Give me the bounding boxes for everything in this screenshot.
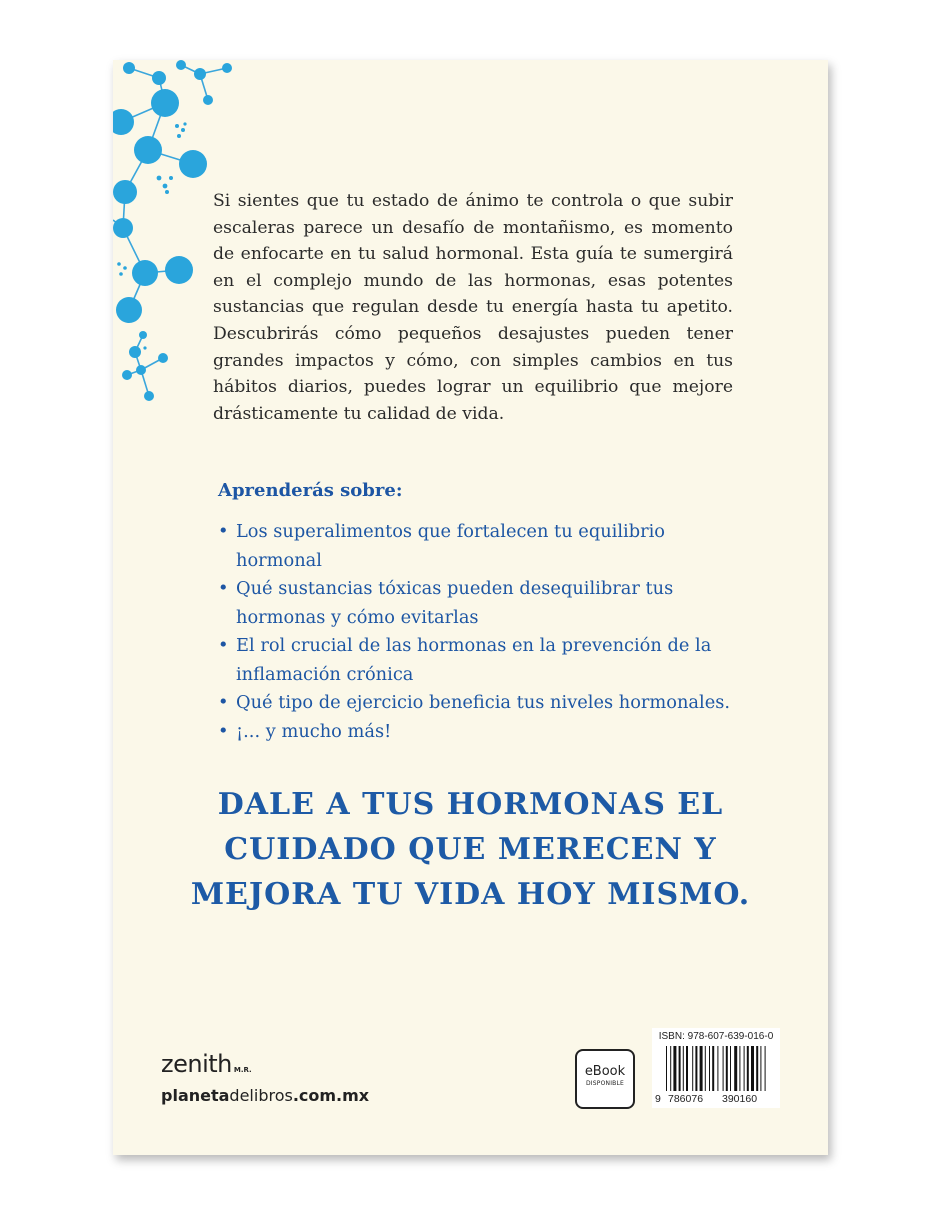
barcode-bar	[700, 1046, 703, 1091]
site-part: .com.mx	[292, 1086, 370, 1105]
barcode-bar	[670, 1046, 671, 1091]
barcode-bar	[686, 1046, 688, 1091]
synopsis-text: Si sientes que tu estado de ánimo te controla o que subir escaleras parece un desafío de montañismo, es momento de enfocarte en tu salud hormonal. Esta guía te sumergirá en el complejo mundo de las hormonas, esas potentes sustancias que regulan desde tu energía hasta tu apetito. Descubrirás cómo pequeños desajustes pueden tener grandes impactos y cómo, con simples cambios en tus hábitos diarios, puedes lograr un equilibrio que mejore drásticamente tu calidad de vida.	[213, 191, 733, 424]
site-part: delibros	[229, 1086, 293, 1105]
barcode-bar	[709, 1046, 710, 1091]
barcode-bar	[723, 1046, 724, 1091]
ebook-sublabel: DISPONIBLE	[585, 1080, 625, 1087]
cta-line: MEJORA TU VIDA HOY MISMO.	[190, 877, 751, 912]
barcode-bar	[734, 1046, 737, 1091]
barcode-bar	[751, 1046, 754, 1091]
ebook-label: eBook	[584, 1064, 626, 1079]
barcode-bar	[765, 1046, 766, 1091]
barcode-bar	[760, 1046, 761, 1091]
barcode-digit: 9	[655, 1093, 661, 1105]
barcode-digits: 390160	[722, 1093, 758, 1105]
barcode-bar	[726, 1046, 728, 1091]
back-cover	[113, 60, 828, 1155]
site-part: planeta	[161, 1086, 230, 1105]
barcode-digits: 786076	[668, 1093, 704, 1105]
ebook-badge	[575, 1049, 635, 1109]
cta-line: CUIDADO QUE MERECEN Y	[224, 832, 717, 867]
list-item: • El rol crucial de las hormonas en la prevención de la inflamación crónica	[218, 632, 748, 689]
barcode-bar	[739, 1046, 740, 1091]
list-item: • Los superalimentos que fortalecen tu equilibrio hormonal	[218, 518, 748, 575]
list-item: • ¡... y mucho más!	[218, 718, 748, 747]
barcode-bar	[744, 1046, 745, 1091]
zenith-logo: zenith	[161, 1050, 232, 1078]
list-item: • Qué sustancias tóxicas pueden desequilibrar tus hormonas y cómo evitarlas	[218, 575, 748, 632]
barcode-bar	[730, 1046, 731, 1091]
call-to-action	[113, 782, 828, 917]
isbn-text: ISBN: 978-607-639-016-0	[658, 1031, 774, 1042]
barcode-bar	[673, 1046, 676, 1091]
barcode-bar	[717, 1046, 718, 1091]
barcode-bar	[666, 1046, 667, 1091]
barcode-bar	[712, 1046, 714, 1091]
barcode-bar	[705, 1046, 706, 1091]
barcode-bar	[683, 1046, 684, 1091]
barcode-bar	[695, 1046, 697, 1091]
barcode-bar	[692, 1046, 693, 1091]
barcode	[652, 1028, 780, 1108]
website-url[interactable]	[161, 1086, 369, 1105]
barcode-bar	[756, 1046, 758, 1091]
list-item: • Qué tipo de ejercicio beneficia tus niveles hormonales.	[218, 689, 748, 718]
barcode-bar	[679, 1046, 681, 1091]
publisher-logo	[161, 1050, 252, 1078]
barcode-bar	[747, 1046, 749, 1091]
learn-list	[218, 518, 748, 746]
learn-heading: Aprenderás sobre:	[218, 480, 403, 501]
trademark-mark: M.R.	[233, 1066, 252, 1074]
cta-line: DALE A TUS HORMONAS EL	[217, 787, 724, 822]
